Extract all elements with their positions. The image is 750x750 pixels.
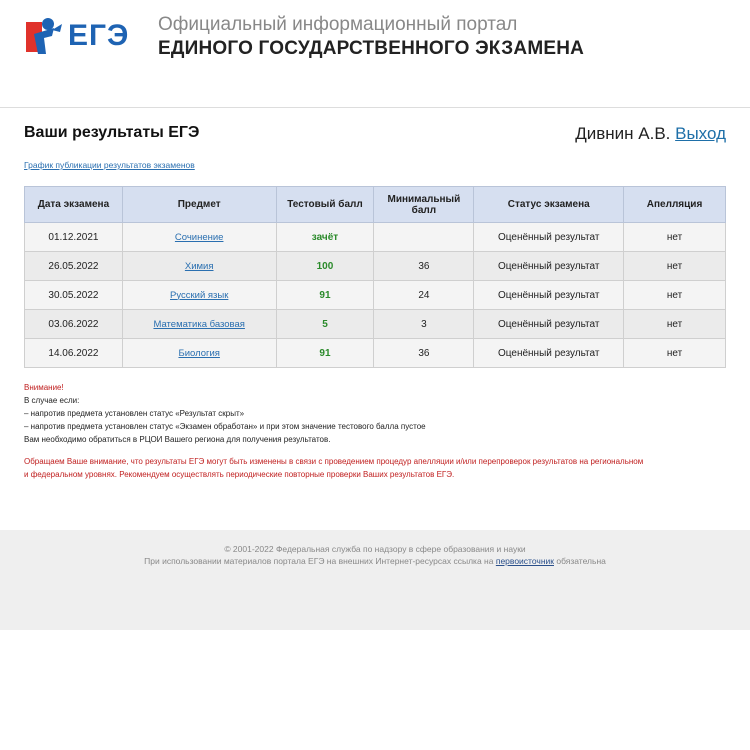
cell-date: 26.05.2022 bbox=[25, 252, 123, 281]
cell-status: Оценённый результат bbox=[474, 281, 624, 310]
cell-min-score: 3 bbox=[374, 310, 474, 339]
footer-usage-prefix: При использовании материалов портала ЕГЭ на внешних Интернет-ресурсах ссылка на bbox=[144, 556, 494, 566]
site-header bbox=[0, 0, 750, 108]
cell-status: Оценённый результат bbox=[474, 339, 624, 368]
footer-usage bbox=[0, 555, 750, 567]
header-subject: Предмет bbox=[122, 187, 276, 223]
footer-source-link[interactable]: первоисточник bbox=[495, 556, 554, 566]
cell-subject bbox=[122, 223, 276, 252]
table-row bbox=[25, 339, 726, 368]
user-box bbox=[575, 124, 726, 144]
header-appeal: Апелляция bbox=[624, 187, 726, 223]
cell-min-score bbox=[374, 223, 474, 252]
logout-link[interactable]: Выход bbox=[675, 124, 726, 143]
cell-date: 30.05.2022 bbox=[25, 281, 123, 310]
cell-subject bbox=[122, 310, 276, 339]
notice-line: Вам необходимо обратиться в РЦОИ Вашего региона для получения результатов. bbox=[24, 435, 331, 444]
cell-appeal: нет bbox=[624, 310, 726, 339]
attention-line: и федеральном уровнях. Рекомендуем осуществлять периодические повторные проверки Ваших результатов ЕГЭ. bbox=[24, 470, 455, 479]
ege-logo-icon bbox=[22, 14, 66, 58]
subject-link[interactable]: Сочинение bbox=[174, 231, 224, 243]
footer-usage-suffix: обязательна bbox=[556, 556, 606, 566]
footer-copyright: © 2001-2022 Федеральная служба по надзору в сфере образования и науки bbox=[224, 544, 526, 554]
header-date: Дата экзамена bbox=[25, 187, 123, 223]
header-status: Статус экзамена bbox=[474, 187, 624, 223]
cell-appeal: нет bbox=[624, 339, 726, 368]
schedule-link[interactable]: График публикации результатов экзаменов bbox=[24, 160, 195, 170]
notice-line: В случае если: bbox=[24, 396, 80, 405]
table-row bbox=[25, 223, 726, 252]
header-min-score: Минимальный балл bbox=[374, 187, 474, 223]
portal-title: Официальный информационный портал bbox=[158, 14, 518, 35]
table-header-row bbox=[25, 187, 726, 223]
cell-status: Оценённый результат bbox=[474, 252, 624, 281]
subject-link[interactable]: Русский язык bbox=[170, 289, 229, 301]
cell-status: Оценённый результат bbox=[474, 310, 624, 339]
notice-block bbox=[24, 381, 426, 446]
cell-min-score: 24 bbox=[374, 281, 474, 310]
results-table bbox=[24, 186, 726, 368]
cell-status: Оценённый результат bbox=[474, 223, 624, 252]
cell-score: 100 bbox=[276, 252, 374, 281]
cell-subject bbox=[122, 339, 276, 368]
cell-date: 03.06.2022 bbox=[25, 310, 123, 339]
table-row bbox=[25, 281, 726, 310]
cell-min-score: 36 bbox=[374, 252, 474, 281]
cell-appeal: нет bbox=[624, 223, 726, 252]
notice-line: – напротив предмета установлен статус «Экзамен обработан» и при этом значение тестового балла пустое bbox=[24, 422, 426, 431]
table-row bbox=[25, 252, 726, 281]
cell-appeal: нет bbox=[624, 252, 726, 281]
table-row bbox=[25, 310, 726, 339]
attention-block bbox=[24, 455, 704, 481]
notice-line: – напротив предмета установлен статус «Результат скрыт» bbox=[24, 409, 245, 418]
subject-link[interactable]: Биология bbox=[178, 347, 220, 359]
site-footer bbox=[0, 530, 750, 630]
user-name: Дивнин А.В. bbox=[575, 124, 671, 143]
header-score: Тестовый балл bbox=[276, 187, 374, 223]
cell-score: 91 bbox=[276, 339, 374, 368]
cell-date: 01.12.2021 bbox=[25, 223, 123, 252]
portal-subtitle: ЕДИНОГО ГОСУДАРСТВЕННОГО ЭКЗАМЕНА bbox=[158, 38, 585, 59]
page-title: Ваши результаты ЕГЭ bbox=[24, 124, 200, 141]
logo-text: ЕГЭ bbox=[68, 19, 130, 52]
cell-date: 14.06.2022 bbox=[25, 339, 123, 368]
notice-warning: Внимание! bbox=[24, 383, 64, 392]
subject-link[interactable]: Химия bbox=[184, 260, 214, 272]
cell-score: 5 bbox=[276, 310, 374, 339]
cell-score: 91 bbox=[276, 281, 374, 310]
cell-min-score: 36 bbox=[374, 339, 474, 368]
subject-link[interactable]: Математика базовая bbox=[153, 318, 245, 330]
cell-subject bbox=[122, 252, 276, 281]
cell-subject bbox=[122, 281, 276, 310]
attention-line: Обращаем Ваше внимание, что результаты ЕГЭ могут быть изменены в связи с проведением процедур апелляции и/или перепроверок результатов на региональном bbox=[24, 457, 644, 466]
ege-logo[interactable] bbox=[22, 14, 132, 58]
cell-appeal: нет bbox=[624, 281, 726, 310]
cell-score: зачёт bbox=[276, 223, 374, 252]
